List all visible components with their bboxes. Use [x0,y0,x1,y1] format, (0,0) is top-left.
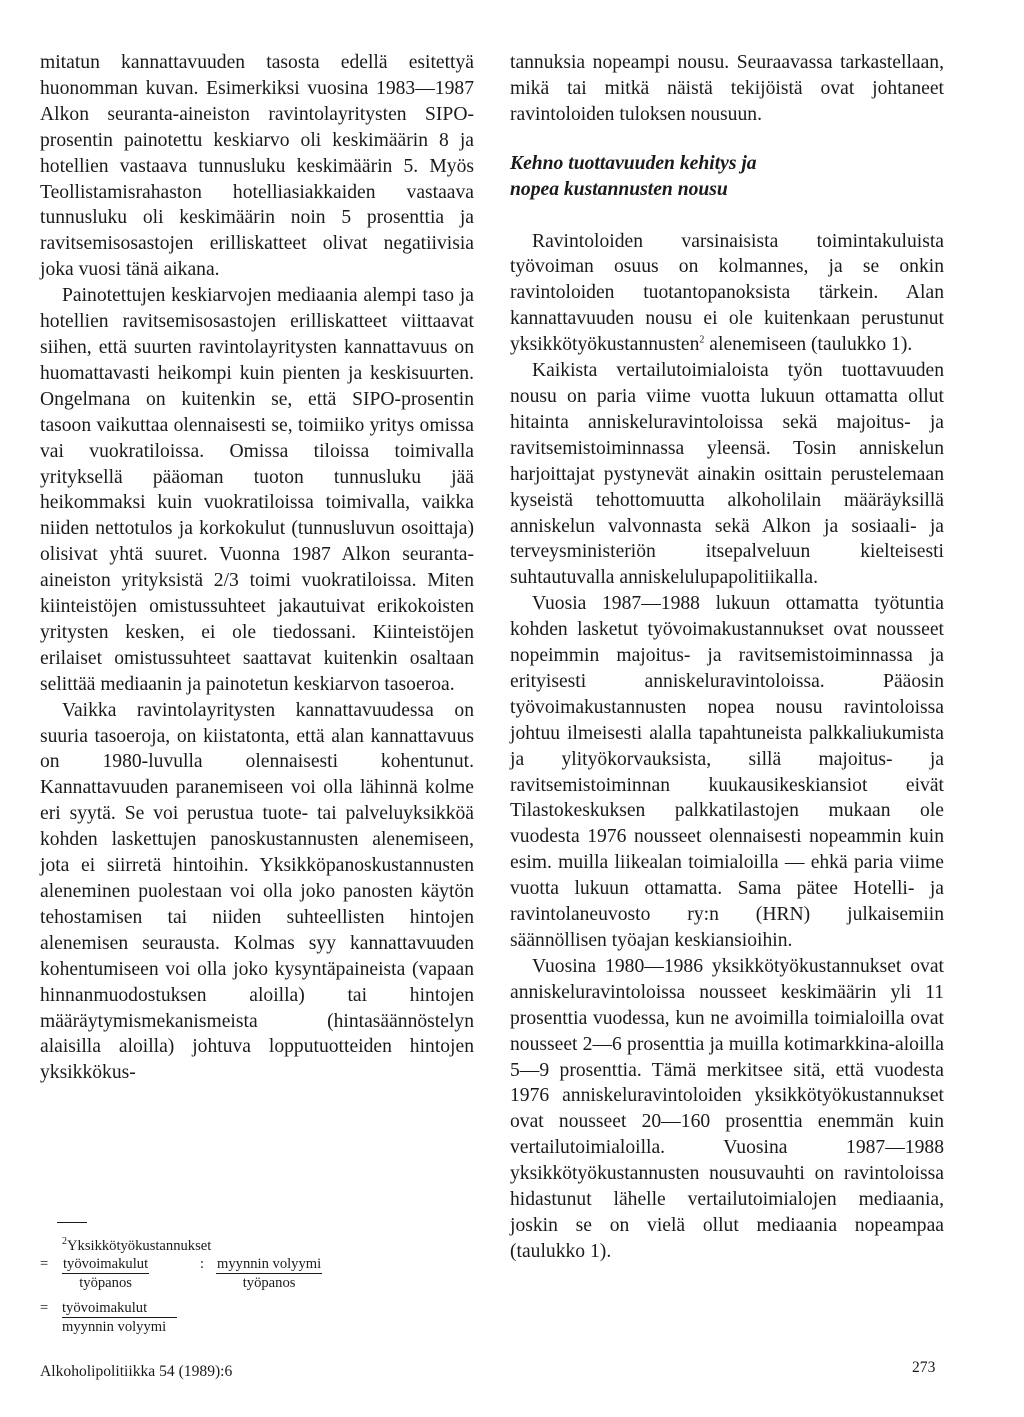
paragraph: Vuosia 1987—1988 lukuun ottamatta työtuntia kohden lasketut työvoimakustannukset ovat nousseet nopeimmin majoitus- ja ravitsemistoiminnassa ja erityisesti anniskeluravintoloissa. Pääosin työvoimakustannusten nopea nousu ravintoloissa johtuu ilmeisesti alalla tapahtuneista palkkaliukumista ja ylityökorvauksista, sillä majoitus- ja ravitsemistoiminnan kuukausikeskiansiot eivät Tilastokeskuksen palkkatilastojen mukaan ole vuodesta 1976 nousseet olennaisesti nopeammin kuin esim. muilla liikealan toimialoilla — ehkä paria viime vuotta lukuun ottamatta. Sama pätee Hotelli- ja ravintolaneuvosto ry:n (HRN) julkaisemiin säännöllisen työajan keskiansioihin. [510,593,944,951]
fraction [62,1255,149,1292]
footnote-formula-2 [40,1299,460,1339]
numerator: myynnin volyymi [217,1256,322,1272]
footnote-marker: 2 [62,1236,67,1248]
numerator: työvoimakulut [63,1256,149,1272]
paragraph: Vaikka ravintolayritysten kannattavuudessa on suuria tasoeroja, on kiistatonta, että alan kannattavuus on 1980-luvulla olennaisesti kohentunut. Kannattavuuden paranemiseen voi olla lähinnä kolme eri syytä. Se voi perustua tuote- tai palveluyksikköä kohden laskettujen panoskustannusten alenemiseen, jota ei siirretä hintoihin. Yksikköpanoskustannusten aleneminen puolestaan voi olla joko panosten käytön tehostamisen tai niiden suhteellisten hintojen alenemisen seurausta. Kolmas syy kannattavuuden kohentumiseen voi olla joko kysyntäpaineista (vapaan hinnanmuodostuksen aloilla) tai hintojen määräytymismekanismeista (hintasäännöstelyn alaisilla aloilla) johtuva lopputuotteiden hintojen yksikkökus- [40,699,474,1084]
numerator: työvoimakulut [62,1299,177,1318]
paragraph: Painotettujen keskiarvojen mediaania alempi taso ja hotellien ravitsemisosastojen erilliskatteet viittaavat siihen, että suurten ravintolayritysten kannattavuus on huomattavasti heikompi kuin pienten ja keskisuurten. Ongelmana on kuitenkin se, että SIPO-prosentin tasoon vaikuttaa olennaisesti se, toimiiko yritys omissa vai vuokratiloissa. Omissa tiloissa toimivalla yrityksellä pääoman tuoton tunnusluku jää heikommaksi kuin vuokratiloissa toimivalla, vaikka niiden nettotulos ja korkokulut (tunnusluvun osoittaja) olisivat yhtä suuret. Vuonna 1987 Alkon seuranta-aineiston yrityksistä 2/3 toimi vuokratiloissa. Miten kiinteistöjen omistussuhteet jakautuivat erikokoisten yritysten kesken, ei ole tiedossani. Kiinteistöjen erilaiset omistussuhteet saattavat kuitenkin osaltaan selittää mediaanin ja painotetun keskiarvon tasoeroa. [40,285,474,695]
footnote-title: $^2$Yksikkötyökustannukset [62,1236,212,1254]
footnote-divider [57,1222,87,1223]
paragraph: Kaikista vertailutoimialoista työn tuottavuuden nousu on paria viime vuotta lukuun ottamatta ollut hitainta anniskeluravintoloissa sekä majoitus- ja ravitsemistoiminnassa yleensä. Tosin anniskelun harjoittajat pystynevät ainakin osittain perustelemaan kyseistä tehottomuutta alkoholilain määräyksillä anniskelun valvonnasta sekä Alkon ja sosiaali- ja terveysministeriön itsepalveluun kielteisesti suhtautuvalla anniskelulupapolitiikalla. [510,360,944,589]
footnote-formula-1 [40,1255,460,1295]
footnote-reference: 2 [699,334,705,346]
paragraph: mitatun kannattavuuden tasosta edellä esitettyä huonomman kuvan. Esimerkiksi vuosina 1983—1987 Alkon seuranta-aineiston ravintolayritysten SIPO-prosentin painotettu keskiarvo oli keskimäärin 8 ja hotellien vastaava tunnusluku keskimäärin 5. Myös Teollistamisrahaston hotelliasiakkaiden vastaava tunnusluku oli keskimäärin noin 5 prosenttia ja ravitsemisosastojen erilliskatteet olivat negatiivisia joka vuosi tänä aikana. [40,52,474,281]
paragraph: Ravintoloiden varsinaisista toimintakuluista työvoiman osuus on kolmannes, ja se onkin ravintoloiden tuotantopanoksista tärkein. Alan kannattavuuden nousu ei ole kuitenkaan perustunut yksikkötyökustannusten$^2$ alenemiseen (taulukko 1). [510,230,944,356]
fraction [62,1299,177,1336]
heading-line: Kehno tuottavuuden kehitys ja [510,152,757,174]
fraction [216,1255,322,1292]
division-sign: : [200,1256,205,1272]
paragraph: tannuksia nopeampi nousu. Seuraavassa tarkastellaan, mikä tai mitkä näistä tekijöistä ovat johtaneet ravintoloiden tuloksen nousuun. [510,52,944,125]
denominator: työpanos [79,1275,132,1291]
paragraph: Vuosina 1980—1986 yksikkötyökustannukset ovat anniskeluravintoloissa nousseet keskimäärin yli 11 prosenttia vuodessa, kun ne avoimilla toimialoilla ovat nousseet 2—6 prosenttia ja muilla kotimarkkina-aloilla 5—9 prosenttia. Tämä merkitsee sitä, että vuodesta 1976 anniskeluravintoloiden yksikkötyökustannukset ovat nousseet 20—160 prosenttia enemmän kuin vertailutoimialoilla. Vuosina 1987—1988 yksikkötyökustannusten nousuvauhti on ravintoloissa hidastunut lähelle vertailutoimialojen mediaania, joskin se on vielä ollut mediaania nopeampaa (taulukko 1). [510,955,944,1262]
equals-sign: = [40,1300,49,1316]
right-column [510,50,944,1265]
left-column [40,50,474,1086]
heading-line: nopea kustannusten nousu [510,178,728,200]
section-heading [510,151,944,203]
journal-citation: Alkoholipolitiikka 54 (1989):6 [40,1363,233,1380]
equals-sign: = [40,1256,49,1272]
page-number: 273 [912,1359,936,1376]
denominator: myynnin volyymi [62,1319,167,1335]
denominator: työpanos [242,1275,296,1291]
footnote [40,1237,460,1339]
